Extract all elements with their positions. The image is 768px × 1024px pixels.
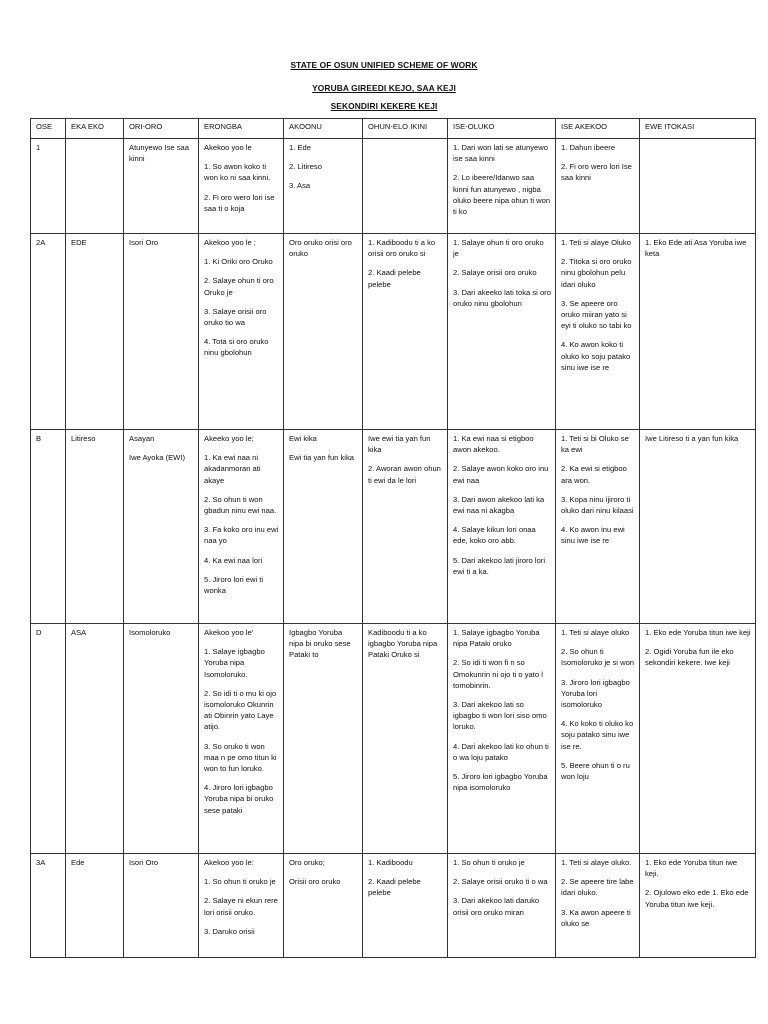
cell-paragraph: Akekoo yoo le' xyxy=(204,628,254,637)
cell-paragraph: 4. Jiroro lori igbagbo Yoruba nipa bi oruko sese pataki xyxy=(204,783,274,815)
cell-paragraph: 3. Salaye orisii oro oruko tio wa xyxy=(204,306,267,328)
cell-paragraph: 1. Teti si alaye Oluko xyxy=(561,238,631,247)
cell-paragraph: ASA xyxy=(71,628,87,637)
cell-eka-eko xyxy=(66,854,124,958)
cell-paragraph: 2. Lo ibeere/Idanwo saa kinni fun atunyewo , nigba oluko beere nipa ohun ti won ti ko xyxy=(453,173,551,217)
cell-paragraph: Ede xyxy=(71,858,85,867)
cell-paragraph: 3. Daruko orisii xyxy=(204,926,255,936)
cell-paragraph: 3. Asa xyxy=(289,181,311,191)
cell-paragraph: Akekoo yoo le: xyxy=(204,858,254,867)
cell-ose xyxy=(31,624,66,854)
cell-paragraph: 4. Ko awon koko ti oluko ko soju patako sinu iwe ise re xyxy=(561,340,631,372)
cell-paragraph: 2. Ogidi Yoruba fun ile eko sekondiri kekere. Iwe keji xyxy=(645,647,734,668)
cell-paragraph: 1. Ede xyxy=(289,143,311,152)
cell-paragraph: 1. Dari won lati se atunyewo ise saa kinni xyxy=(453,143,548,164)
cell-ise-oluko xyxy=(448,624,556,854)
cell-akoonu xyxy=(284,139,363,234)
cell-paragraph: 4. Dari akekoo lati ko ohun ti o wa loju patako xyxy=(453,741,549,762)
cell-ewe-itokasi xyxy=(640,139,756,234)
cell-paragraph: 4. Ko awon inu ewi sinu iwe ise re xyxy=(561,525,625,546)
school-level-title: SEKONDIRI KEKERE KEJI xyxy=(330,101,438,111)
cell-akoonu xyxy=(284,430,363,624)
column-header-ewe-itokasi: EWE ITOKASI xyxy=(640,119,756,139)
cell-paragraph: Iwe ewi tia yan fun kika xyxy=(368,434,431,455)
cell-paragraph: Akekoo yoo le xyxy=(204,143,252,152)
table-row xyxy=(31,854,756,958)
cell-paragraph: 1. So ohun ti oruko je xyxy=(204,877,276,887)
table-row xyxy=(31,234,756,430)
cell-ohun-elo-ikini xyxy=(363,430,448,624)
cell-ohun-elo-ikini xyxy=(363,139,448,234)
cell-paragraph: Isori Oro xyxy=(129,238,159,247)
column-header-ise-akekoo: ISE AKEKOO xyxy=(556,119,640,139)
cell-erongba xyxy=(199,430,284,624)
cell-eka-eko xyxy=(66,430,124,624)
column-header-ise-oluko: ISE-OLUKO xyxy=(448,119,556,139)
cell-paragraph: 3A xyxy=(36,858,46,867)
cell-paragraph: Iwe Litireso ti a yan fun kika xyxy=(645,434,739,443)
cell-paragraph: Oro oruko; xyxy=(289,858,325,867)
cell-paragraph: 1. Eko ede Yoruba titun iwe keji. xyxy=(645,858,738,879)
cell-paragraph: 3. Kopa ninu ijiroro ti oluko dari ninu kilaasi xyxy=(561,494,634,516)
column-header-ori-oro: ORI-ORO xyxy=(124,119,199,139)
cell-erongba xyxy=(199,854,284,958)
cell-paragraph: 1. Teti si bi Oluko se ka ewi xyxy=(561,434,629,455)
column-header-akoonu: AKOONU xyxy=(284,119,363,139)
cell-paragraph: 4. Ka ewi naa lori xyxy=(204,555,263,565)
column-header-erongba: ERONGBA xyxy=(199,119,284,139)
cell-akoonu xyxy=(284,624,363,854)
cell-paragraph: 2. Fi oro wero lori ise saa ti o koja xyxy=(204,192,275,213)
cell-ewe-itokasi xyxy=(640,624,756,854)
cell-paragraph: 1. Kadiboodu ti a ko orisii oro oruko si xyxy=(368,238,436,259)
cell-ori-oro xyxy=(124,430,199,624)
cell-ise-akekoo xyxy=(556,139,640,234)
cell-paragraph: 1. Eko Ede ati Asa Yoruba iwe keta xyxy=(645,238,747,259)
cell-paragraph: 2. Ka ewi si etigboo ara won. xyxy=(561,464,627,485)
cell-paragraph: Ewi kika xyxy=(289,434,317,443)
cell-paragraph: 3. Dari akekoo lati daruko orisii oro oruko miran xyxy=(453,896,540,917)
cell-paragraph: Litireso xyxy=(71,434,96,443)
cell-paragraph: 2. So idi ti o mu ki ojo isomoloruko Okunrin ati Obinrin yato Laye atijo. xyxy=(204,688,277,732)
table-row xyxy=(31,624,756,854)
cell-ewe-itokasi xyxy=(640,854,756,958)
cell-paragraph: 1 xyxy=(36,143,41,152)
cell-ise-oluko xyxy=(448,234,556,430)
cell-paragraph: 1. Salaye igbagbo Yoruba nipa Isomoloruko. xyxy=(204,647,265,679)
cell-paragraph: Akekoo yoo le ; xyxy=(204,238,256,247)
cell-paragraph: Asayan xyxy=(129,434,155,443)
cell-ohun-elo-ikini xyxy=(363,234,448,430)
cell-paragraph: 2. Se apeere tire labe idari oluko. xyxy=(561,877,634,898)
table-body xyxy=(31,139,756,958)
cell-paragraph: 1. Ka ewi naa si etigboo awon akekoo. xyxy=(453,434,534,455)
cell-paragraph: Orisii oro oruko xyxy=(289,877,341,887)
cell-paragraph: 5. Jiroro lori ewi ti wonka xyxy=(204,574,264,596)
cell-ewe-itokasi xyxy=(640,430,756,624)
cell-paragraph: Akeeko yoo le; xyxy=(204,434,254,443)
cell-paragraph: 2. Ojulowo eko ede 1. Eko ede Yoruba titun iwe keji. xyxy=(645,888,749,909)
cell-paragraph: 2. So ohun ti won gbadun ninu ewi naa. xyxy=(204,494,277,516)
cell-paragraph: 1. Salaye ohun ti oro oruko je xyxy=(453,238,544,259)
scheme-title: STATE OF OSUN UNIFIED SCHEME OF WORK xyxy=(290,60,478,70)
cell-erongba xyxy=(199,234,284,430)
cell-paragraph: 1. Ki Oriki oro Oruko xyxy=(204,257,273,267)
cell-paragraph: 2. Aworan awon ohun ti ewi da le lori xyxy=(368,464,441,485)
cell-paragraph: Isomoloruko xyxy=(129,628,171,637)
cell-paragraph: 1. Kadiboodu xyxy=(368,858,413,867)
cell-paragraph: 2. So ohun ti Isomoloruko je si won xyxy=(561,647,635,668)
cell-paragraph: 1. Dahun ibeere xyxy=(561,143,616,152)
cell-ise-akekoo xyxy=(556,854,640,958)
cell-erongba xyxy=(199,139,284,234)
cell-eka-eko xyxy=(66,624,124,854)
cell-ohun-elo-ikini xyxy=(363,854,448,958)
cell-ise-akekoo xyxy=(556,430,640,624)
cell-paragraph: 1. Teti si alaye oluko xyxy=(561,628,630,637)
cell-paragraph: 2. Kaadi pelebe pelebe xyxy=(368,268,421,289)
cell-paragraph: 4. Ko koko ti oluko ko soju patako sinu iwe ise re. xyxy=(561,719,634,751)
cell-akoonu xyxy=(284,854,363,958)
cell-paragraph: 2. Salaye awon koko oro inu ewi naa xyxy=(453,464,549,485)
cell-ori-oro xyxy=(124,624,199,854)
cell-paragraph: EDE xyxy=(71,238,87,247)
cell-paragraph: 2. Salaye ohun ti oro Oruko je xyxy=(204,276,274,297)
cell-eka-eko xyxy=(66,234,124,430)
cell-paragraph: 3. So oruko ti won maa n pe omo titun ki won to fun loruko. xyxy=(204,741,277,774)
cell-eka-eko xyxy=(66,139,124,234)
cell-paragraph: 2. Fi oro wero lori Ise saa kinni xyxy=(561,162,632,183)
cell-paragraph: 3. Dari akekoo lati so igbagbo ti won lori siso omo loruko. xyxy=(453,700,547,732)
cell-paragraph: 1. Eko ede Yoruba titun iwe keji xyxy=(645,628,751,637)
cell-akoonu xyxy=(284,234,363,430)
cell-paragraph: 2. Titoka si oro oruko ninu gbolohun pelu idari oluko xyxy=(561,257,632,289)
cell-ise-oluko xyxy=(448,430,556,624)
scheme-of-work-table xyxy=(30,118,756,958)
cell-ose xyxy=(31,234,66,430)
cell-paragraph: 1. Teti si alaye oluko. xyxy=(561,858,632,867)
table-row xyxy=(31,139,756,234)
cell-erongba xyxy=(199,624,284,854)
cell-ose xyxy=(31,430,66,624)
cell-paragraph: 3. Dari awon akekoo lati ka ewi naa ni akagba xyxy=(453,494,545,516)
cell-paragraph: 5. Dari akekoo lati jiroro lori ewi ti a ka. xyxy=(453,555,546,576)
cell-paragraph: Kadiboodu ti a ko igbagbo Yoruba nipa Pataki Oruko si xyxy=(368,628,438,660)
cell-ose xyxy=(31,854,66,958)
cell-paragraph: 3. Ka awon apeere ti oluko se xyxy=(561,907,631,928)
cell-ori-oro xyxy=(124,139,199,234)
cell-paragraph: 3. Se apeere oro oruko miiran yato si eyi ti oluko so tabi ko xyxy=(561,298,632,331)
cell-paragraph: Iwe Ayoka (EWI) xyxy=(129,453,185,463)
cell-paragraph: 4. Salaye kikun lori onaa ede, koko oro abb. xyxy=(453,525,536,546)
cell-paragraph: 1. Salaye igbagbo Yoruba nipa Pataki oruko xyxy=(453,628,540,649)
cell-paragraph: 2. Salaye orisii oruko ti o wa xyxy=(453,877,548,887)
cell-ise-akekoo xyxy=(556,234,640,430)
column-header-eka-eko: EKA EKO xyxy=(66,119,124,139)
cell-paragraph: Igbagbo Yoruba nipa bi oruko sese Pataki to xyxy=(289,628,351,660)
cell-paragraph: D xyxy=(36,628,42,637)
column-header-ose: OSE xyxy=(31,119,66,139)
cell-paragraph: 5. Beere ohun ti o ru won loju xyxy=(561,760,630,782)
cell-ose xyxy=(31,139,66,234)
cell-ewe-itokasi xyxy=(640,234,756,430)
cell-ori-oro xyxy=(124,854,199,958)
cell-paragraph: 1. So ohun ti oruko je xyxy=(453,858,525,867)
cell-paragraph: 3. Fa koko oro inu ewi naa yo xyxy=(204,525,279,546)
cell-paragraph: 3. Jiroro lori igbagbo Yoruba lori isomoloruko xyxy=(561,677,630,710)
cell-ori-oro xyxy=(124,234,199,430)
cell-paragraph: 2. Salaye ni ekun rere lori orisii oruko. xyxy=(204,896,278,917)
cell-paragraph: Ewi tia yan fun kika xyxy=(289,453,354,463)
table-header-row xyxy=(31,119,756,139)
cell-paragraph: Atunyewo Ise saa kinni xyxy=(129,143,189,164)
cell-paragraph: 2. Kaadi pelebe pelebe xyxy=(368,877,421,898)
cell-paragraph: Oro oruko orisi oro oruko xyxy=(289,238,352,259)
class-term-title: YORUBA GIREEDI KEJO, SAA KEJI xyxy=(312,83,456,93)
cell-paragraph: 2. Salaye orisii oro oruko xyxy=(453,268,537,278)
cell-paragraph: 3. Dari akeeko lati toka si oro oruko ninu gbolohun xyxy=(453,287,551,308)
column-header-ohun-elo-ikini: OHUN-ELO IKINI xyxy=(363,119,448,139)
cell-ise-akekoo xyxy=(556,624,640,854)
cell-paragraph: 1. So awon koko ti won ko ni saa kinni. xyxy=(204,162,271,183)
cell-ise-oluko xyxy=(448,139,556,234)
cell-paragraph: 5. Jiroro lori igbagbo Yoruba nipa isomoloruko xyxy=(453,772,548,793)
cell-paragraph: 2A xyxy=(36,238,46,247)
cell-paragraph: 1. Ka ewi naa ni akadanmoran ati akaye xyxy=(204,453,261,485)
table-row xyxy=(31,430,756,624)
cell-ise-oluko xyxy=(448,854,556,958)
cell-paragraph: 2. Litireso xyxy=(289,162,322,172)
cell-ohun-elo-ikini xyxy=(363,624,448,854)
cell-paragraph: 4. Tota si oro oruko ninu gbolohun xyxy=(204,337,269,358)
cell-paragraph: B xyxy=(36,434,42,443)
cell-paragraph: Isori Oro xyxy=(129,858,159,867)
cell-paragraph: 2. So idi ti won fi n so Omokunrin ni ojo ti o yato l tomobinrin. xyxy=(453,658,543,690)
